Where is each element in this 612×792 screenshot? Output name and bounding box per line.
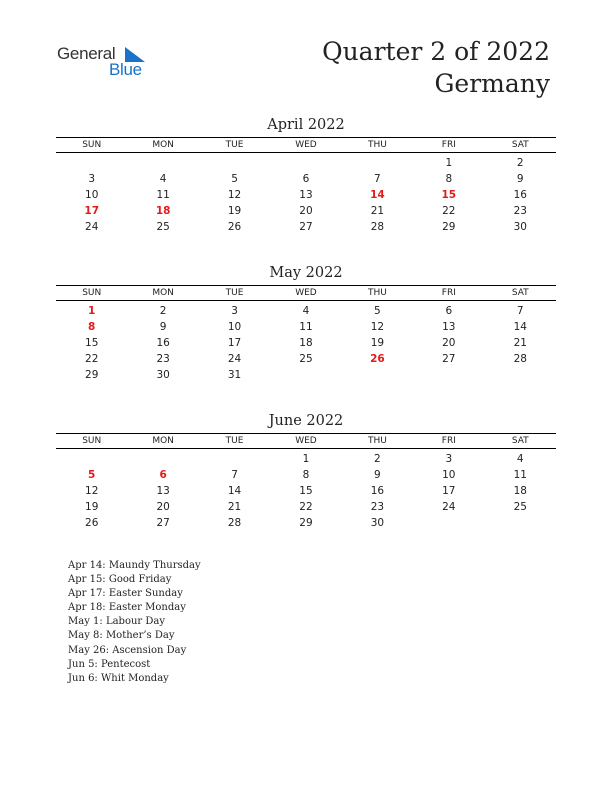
day-cell: 15 [299,485,313,497]
empty-day-cell [485,367,556,383]
empty-day-cell [127,153,198,172]
month-title: June 2022 [268,413,344,429]
weekday-header: FRI [413,138,484,153]
day-cell: 16 [156,337,170,349]
week-row [56,467,556,483]
week-row [56,319,556,335]
day-cell: 9 [374,469,381,481]
holiday-day-cell: 8 [88,321,96,333]
day-cell: 25 [156,221,170,233]
day-cell: 6 [445,305,453,317]
weekday-header: WED [270,286,341,301]
empty-day-cell [127,449,198,468]
week-row [56,483,556,499]
day-cell: 23 [156,353,170,365]
month-title: May 2022 [269,265,343,281]
weekday-header: THU [342,286,413,301]
day-cell: 19 [227,205,242,217]
empty-day-cell [342,153,413,172]
day-cell: 17 [442,485,456,497]
holiday-note: May 26: Ascension Day [68,644,187,656]
day-cell: 30 [370,517,385,529]
day-cell: 6 [302,173,310,185]
day-cell: 31 [227,369,242,381]
month-grid [56,433,556,531]
day-cell: 12 [85,485,99,497]
day-cell: 20 [442,337,456,349]
holiday-day-cell: 26 [370,353,385,365]
day-cell: 11 [156,189,170,201]
holiday-note: Apr 14: Maundy Thursday [68,560,201,571]
day-cell: 2 [374,453,381,465]
weekday-header: SUN [56,286,127,301]
weekday-header: SUN [56,434,127,449]
day-cell: 26 [227,221,242,233]
day-cell: 9 [516,173,524,185]
day-cell: 18 [299,337,313,349]
month-calendar [56,115,556,235]
empty-day-cell [270,367,341,383]
empty-day-cell [199,153,270,172]
day-cell: 23 [370,501,385,513]
day-cell: 24 [85,221,99,233]
day-cell: 2 [516,157,524,169]
weekday-header: TUE [199,138,270,153]
weekday-header: THU [342,434,413,449]
day-cell: 25 [513,501,527,513]
day-cell: 13 [442,321,456,333]
day-cell: 3 [445,453,453,465]
empty-day-cell [199,449,270,468]
day-cell: 19 [370,337,385,349]
weekday-header: WED [270,138,341,153]
brand-word-blue: Blue [109,60,142,79]
day-cell: 21 [513,337,527,349]
week-row [56,187,556,203]
day-cell: 28 [513,353,527,365]
country-title: Germany [434,69,550,98]
day-cell: 30 [156,369,170,381]
day-cell: 7 [374,173,381,185]
holiday-day-cell: 6 [159,469,167,481]
day-cell: 29 [442,221,456,233]
quarter-title: Quarter 2 of 2022 [322,37,550,66]
day-cell: 12 [370,321,385,333]
day-cell: 24 [227,353,242,365]
holiday-note: Jun 6: Whit Monday [68,672,169,684]
holiday-day-cell: 15 [441,189,457,201]
day-cell: 4 [159,173,167,185]
day-cell: 19 [85,501,99,513]
day-cell: 10 [85,189,99,201]
day-cell: 28 [227,517,242,529]
week-row [56,449,556,468]
day-cell: 27 [442,353,456,365]
weekday-header: WED [270,434,341,449]
day-cell: 20 [156,501,170,513]
empty-day-cell [413,515,484,531]
day-cell: 11 [513,469,527,481]
day-cell: 5 [374,305,381,317]
week-row [56,171,556,187]
day-cell: 12 [227,189,242,201]
empty-day-cell [270,153,341,172]
holiday-note: May 1: Labour Day [68,616,165,628]
day-cell: 21 [227,501,242,513]
day-cell: 24 [442,501,456,513]
day-cell: 14 [227,485,242,497]
day-cell: 22 [299,501,313,513]
weekday-header: FRI [413,434,484,449]
day-cell: 2 [159,305,167,317]
day-cell: 1 [302,453,310,465]
month-title: April 2022 [267,117,345,133]
day-cell: 5 [231,173,238,185]
day-cell: 15 [85,337,99,349]
holiday-note: Apr 15: Good Friday [68,574,172,586]
day-cell: 10 [442,469,456,481]
week-row [56,499,556,515]
weekday-header: FRI [413,286,484,301]
empty-day-cell [485,515,556,531]
month-calendar [56,411,556,531]
week-row [56,335,556,351]
day-cell: 21 [370,205,385,217]
holiday-note: Apr 18: Easter Monday [68,602,186,614]
page-title [322,36,550,100]
day-cell: 18 [513,485,527,497]
day-cell: 27 [156,517,170,529]
holiday-note: Jun 5: Pentecost [68,658,151,670]
week-row [56,219,556,235]
day-cell: 14 [513,321,527,333]
week-row [56,301,556,320]
day-cell: 20 [299,205,313,217]
week-row [56,515,556,531]
day-cell: 30 [513,221,527,233]
weekday-header: MON [127,286,198,301]
holiday-day-cell: 18 [155,205,171,217]
day-cell: 3 [231,305,238,317]
holiday-day-cell: 17 [84,205,100,217]
month-calendar [56,263,556,383]
day-cell: 23 [513,205,527,217]
week-row [56,203,556,219]
month-grid [56,137,556,235]
weekday-header: TUE [199,286,270,301]
day-cell: 9 [159,321,167,333]
day-cell: 26 [85,517,99,529]
weekday-header: MON [127,138,198,153]
holiday-day-cell: 1 [88,305,96,317]
weekday-header: SAT [485,286,556,301]
day-cell: 4 [302,305,310,317]
weekday-header: SAT [485,434,556,449]
day-cell: 7 [231,469,238,481]
day-cell: 29 [85,369,99,381]
day-cell: 25 [299,353,313,365]
empty-day-cell [413,367,484,383]
day-cell: 11 [299,321,313,333]
holiday-note: May 8: Mother’s Day [68,630,175,642]
day-cell: 28 [370,221,385,233]
weekday-header: SAT [485,138,556,153]
brand-word-general: General [57,44,116,63]
week-row [56,367,556,383]
day-cell: 22 [442,205,456,217]
day-cell: 13 [156,485,170,497]
day-cell: 22 [85,353,99,365]
weekday-header: TUE [199,434,270,449]
holiday-note: Apr 17: Easter Sunday [68,588,183,600]
day-cell: 4 [516,453,524,465]
month-grid [56,285,556,383]
day-cell: 3 [88,173,96,185]
day-cell: 10 [227,321,242,333]
day-cell: 17 [227,337,242,349]
empty-day-cell [56,449,127,468]
day-cell: 29 [299,517,313,529]
day-cell: 16 [513,189,527,201]
weekday-header: SUN [56,138,127,153]
day-cell: 13 [299,189,313,201]
day-cell: 27 [299,221,313,233]
day-cell: 7 [516,305,524,317]
week-row [56,153,556,172]
day-cell: 8 [445,173,453,185]
brand-logo [57,44,157,80]
weekday-header: MON [127,434,198,449]
empty-day-cell [342,367,413,383]
weekday-header: THU [342,138,413,153]
empty-day-cell [56,153,127,172]
day-cell: 16 [370,485,385,497]
day-cell: 8 [302,469,310,481]
day-cell: 1 [445,157,453,169]
week-row [56,351,556,367]
holiday-list [68,559,201,686]
holiday-day-cell: 5 [88,469,96,481]
holiday-day-cell: 14 [370,189,385,201]
